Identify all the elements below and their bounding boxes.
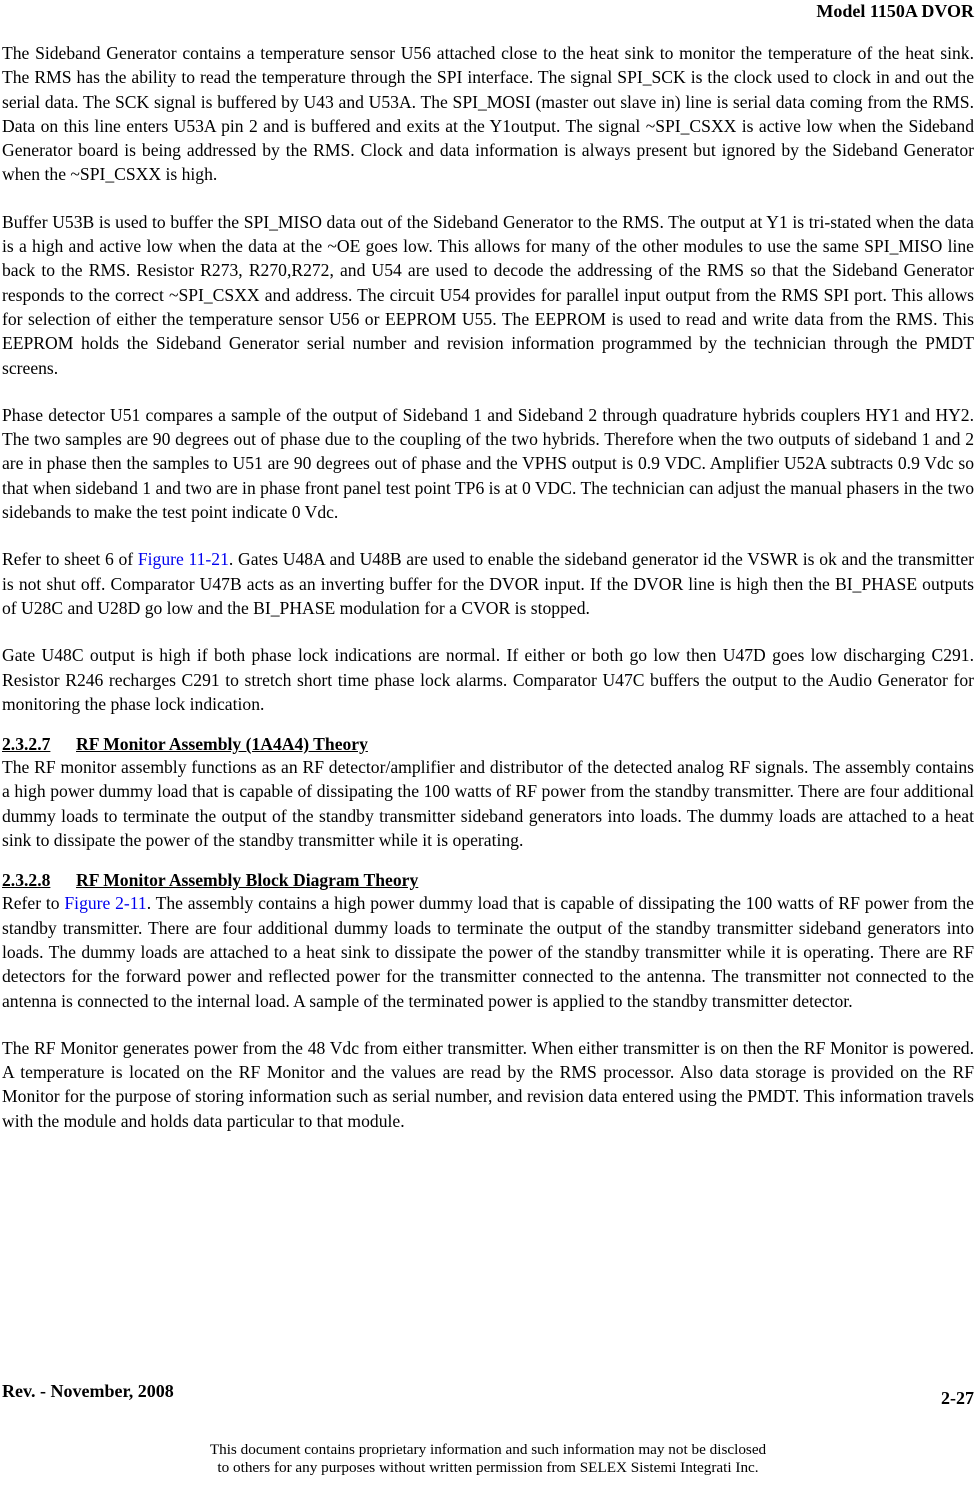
paragraph-block-diagram-after: . The assembly contains a high power dummy load that is capable of dissipating the 100 watts of RF power from the standby transmitter. There are four additional dummy loads to terminate the output of the standby transmitter sideband generators into loads. The dummy loads are attached to a heat sink to dissipate the power of the standby transmitter while it is operating. There are RF detectors for the forward power and reflected power for the transmitter connected to the antenna. The transmitter not connected to the antenna is connected to the internal load. A sample of the terminated power is applied to the standby transmitter detector. [2,893,974,1011]
section-number-2327: 2.3.2.7 [2,734,51,755]
paragraph-buffer-u53b: Buffer U53B is used to buffer the SPI_MISO data out of the Sideband Generator to the RMS. The output at Y1 is tri-stated when the data is a high and active low when the data at the ~OE goes low. This allows for many of the other modules to use the same SPI_MISO line back to the RMS. Resistor R273, R270,R272, and U54 are used to decode the addressing of the RMS so that the Sideband Generator responds to the correct ~SPI_CSXX and address. The circuit U54 provides for parallel input output from the RMS SPI port. This allows for selection of either the temperature sensor U56 or EEPROM U55. The EEPROM is used to read and write data from the RMS. This EEPROM holds the Sideband Generator serial number and revision information programmed by the technician through the PMDT screens. [2,211,974,378]
paragraph-rf-monitor-power: The RF Monitor generates power from the 48 Vdc from either transmitter. When either transmitter is on then the RF Monitor is powered. A temperature is located on the RF Monitor and the values are read by the RMS processor. Also data storage is provided on the RF Monitor for the purpose of storing information such as serial number, and revision data entered using the PMDT. This information travels with the module and holds data particular to that module. [2,1037,974,1131]
paragraph-rf-monitor-theory: The RF monitor assembly functions as an RF detector/amplifier and distributor of the detected analog RF signals. The assembly contains a high power dummy load that is capable of dissipating the 100 watts of RF power from the standby transmitter. There are four additional dummy loads to terminate the output of the standby transmitter sideband generators into loads. The dummy loads are attached to a heat sink to dissipate the power of the standby transmitter while it is operating. [2,757,974,851]
section-title-2327: RF Monitor Assembly (1A4A4) Theory [76,734,368,755]
section-title-2328: RF Monitor Assembly Block Diagram Theory [76,870,419,891]
paragraph-phase-detector: Phase detector U51 compares a sample of the output of Sideband 1 and Sideband 2 through quadrature hybrids couplers HY1 and HY2. The two samples are 90 degrees out of phase due to the coupling of the two hybrids. Therefore when the two outputs of sideband 1 and 2 are in phase then the samples to U51 are 90 degrees out of phase and the VPHS output is 0.9 VDC. Amplifier U52A subtracts 0.9 Vdc so that when sideband 1 and two are in phase front panel test point TP6 is at 0 VDC. The technician can adjust the manual phasers in the two sidebands to make the test point indicate 0 Vdc. [2,404,974,523]
document-header-title: Model 1150A DVOR [816,1,974,21]
footer-disclaimer [0,1441,976,1477]
section-heading-2327 [2,733,974,755]
paragraph-temperature-sensor: The Sideband Generator contains a temperature sensor U56 attached close to the heat sink to monitor the temperature of the heat sink. The RMS has the ability to read the temperature through the SPI interface. The signal SPI_SCK is the clock used to clock in and out the serial data. The SCK signal is buffered by U43 and U53A. The SPI_MOSI (master out slave in) line is serial data coming from the RMS. Data on this line enters U53A pin 2 and is buffered and exits at the Y1output. The signal ~SPI_CSXX is active low when the Sideband Generator board is being addressed by the RMS. Clock and data information is always present but ignored by the Sideband Generator when the ~SPI_CSXX is high. [2,43,974,185]
paragraph-gate-u48c: Gate U48C output is high if both phase lock indications are normal. If either or both go low then U47D goes low discharging C291. Resistor R246 recharges C291 to stretch short time phase lock alarms. Comparator U47C buffers the output to the Audio Generator for monitoring the phase lock indication. [2,645,974,714]
section-number-2328: 2.3.2.8 [2,870,51,891]
section-heading-2328 [2,869,974,891]
footer-page-number: 2-27 [941,1388,974,1408]
disclaimer-line-2: to others for any purposes without written permission from SELEX Sistemi Integrati Inc. [217,1459,759,1476]
paragraph-gates-u48 [2,547,974,620]
figure-2-11-link[interactable]: Figure 2-11 [64,893,147,914]
paragraph-gates-u48-before: Refer to sheet 6 of [2,549,138,570]
figure-11-21-link[interactable]: Figure 11-21 [137,549,229,570]
page-body [2,41,974,1156]
footer-revision: Rev. - November, 2008 [2,1381,174,1401]
paragraph-block-diagram-theory [2,891,974,1012]
paragraph-gates-u48-after: . Gates U48A and U48B are used to enable the sideband generator id the VSWR is ok and the transmitter is not shut off. Comparator U47B acts as an inverting buffer for the DVOR input. If the DVOR line is high then the BI_PHASE outputs of U28C and U28D go low and the BI_PHASE modulation for a CVOR is stopped. [2,549,974,618]
paragraph-block-diagram-before: Refer to [2,893,65,914]
disclaimer-line-1: This document contains proprietary information and such information may not be disclosed [209,1441,767,1458]
